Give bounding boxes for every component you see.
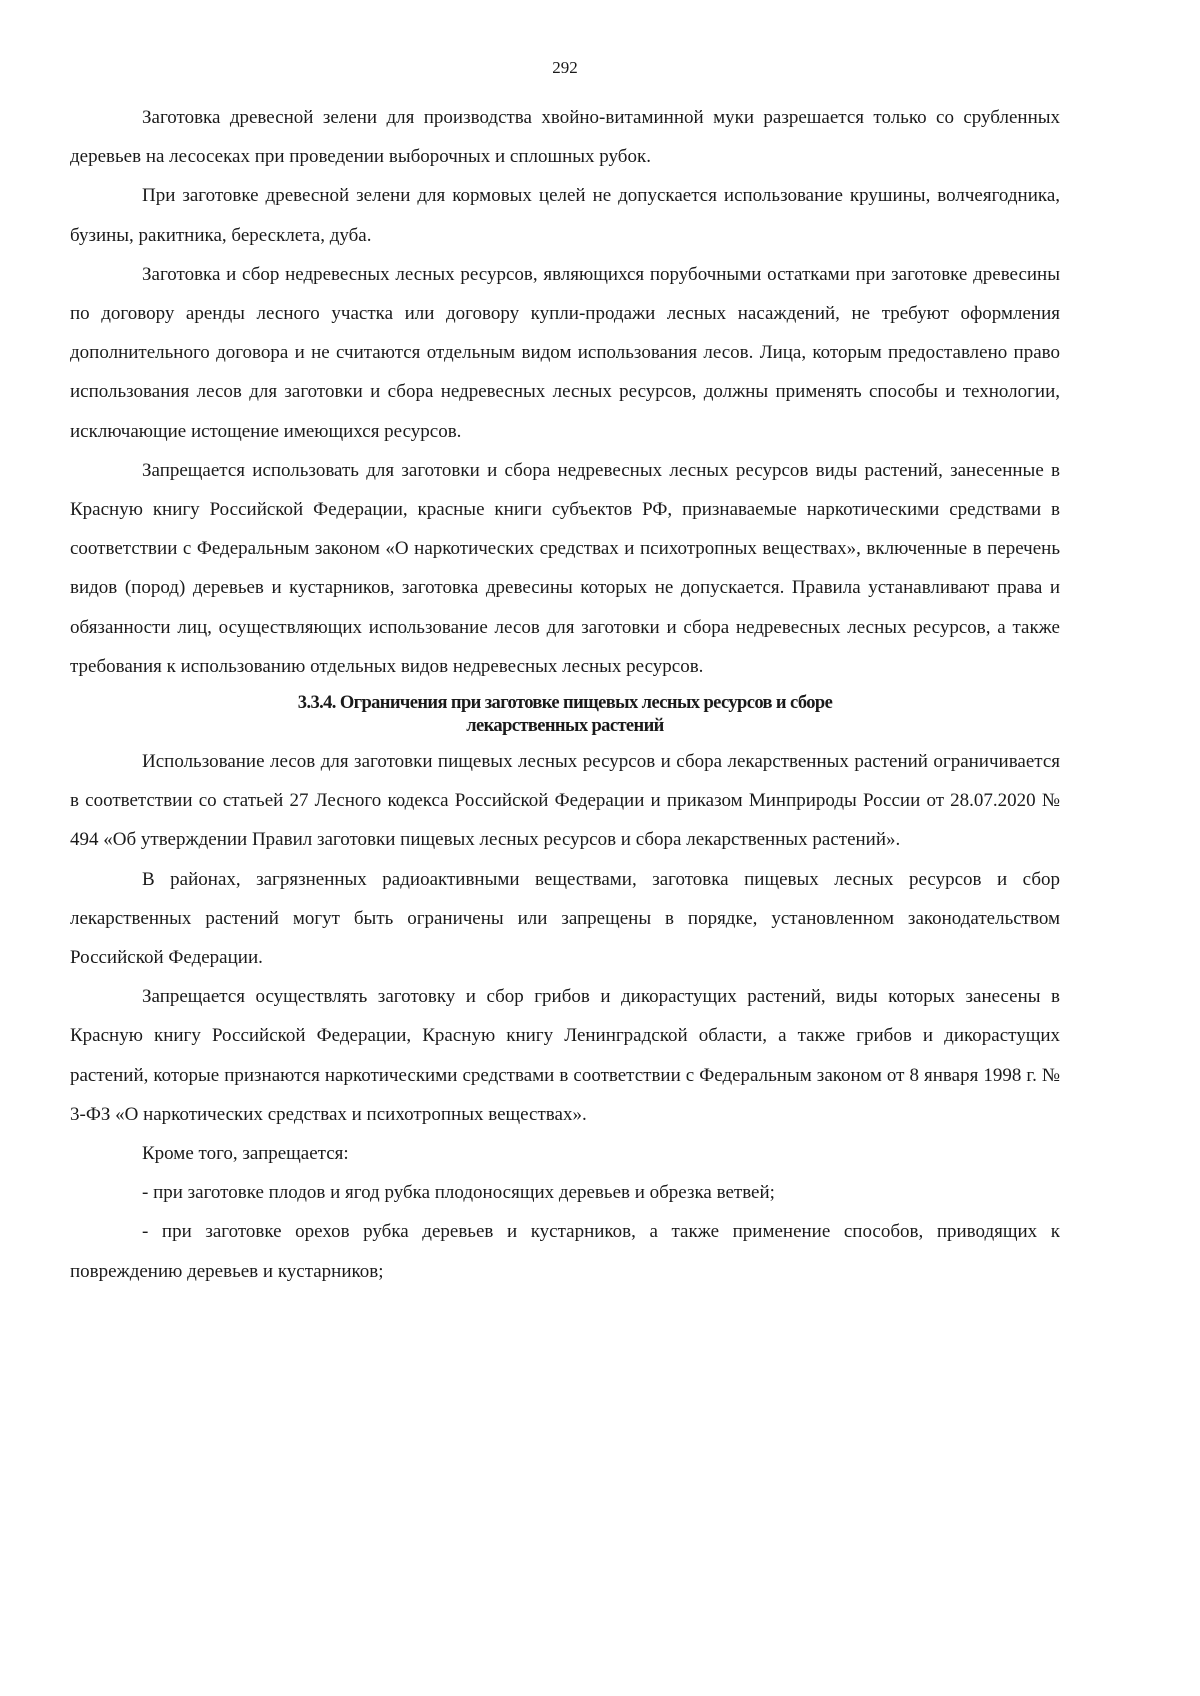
paragraph: Запрещается осуществлять заготовку и сбор грибов и дикорастущих растений, виды которых занесены в Красную книгу Российской Федерации, Красную книгу Ленинградской области, а также грибов и дикорастущих растений, которые признаются наркотическими средствами в соответствии с Федеральным законом от 8 января 1998 г. № 3-ФЗ «О наркотических средствах и психотропных веществах». <box>70 986 1060 1125</box>
list-item: - при заготовке орехов рубка деревьев и кустарников, а также применение способов, приводящих к повреждению деревьев и кустарников; <box>70 1221 1060 1282</box>
paragraph: Заготовка древесной зелени для производства хвойно-витаминной муки разрешается только со срубленных деревьев на лесосеках при проведении выборочных и сплошных рубок. <box>70 107 1060 168</box>
paragraph: Заготовка и сбор недревесных лесных ресурсов, являющихся порубочными остатками при заготовке древесины по договору аренды лесного участка или договору купли-продажи лесных насаждений, не требуют оформления дополнительного договора и не считаются отдельным видом использования лесов. Лица, которым предоставлено право использования лесов для заготовки и сбора недревесных лесных ресурсов, должны применять способы и технологии, исключающие истощение имеющихся ресурсов. <box>70 263 1060 442</box>
paragraph: При заготовке древесной зелени для кормовых целей не допускается использование крушины, волчеягодника, бузины, ракитника, бересклета, дуба. <box>70 185 1060 246</box>
page-number: 292 <box>552 58 578 77</box>
paragraph: Использование лесов для заготовки пищевых лесных ресурсов и сбора лекарственных растений ограничивается в соответствии со статьей 27 Лесного кодекса Российской Федерации и приказом Минприроды России от 28.07.2020 № 494 «Об утверждении Правил заготовки пищевых лесных ресурсов и сбора лекарственных растений». <box>70 751 1060 851</box>
list-item: - при заготовке плодов и ягод рубка плодоносящих деревьев и обрезка ветвей; <box>142 1182 775 1204</box>
section-heading <box>70 692 1060 738</box>
paragraph: В районах, загрязненных радиоактивными веществами, заготовка пищевых лесных ресурсов и сбор лекарственных растений могут быть ограничены или запрещены в порядке, установленном законодательством Российской Федерации. <box>70 868 1060 969</box>
document-body <box>70 98 1060 1291</box>
document-page <box>70 0 1060 1696</box>
section-heading-line-1: 3.3.4. Ограничения при заготовке пищевых лесных ресурсов и сборе <box>297 693 833 714</box>
paragraph: Кроме того, запрещается: <box>142 1143 349 1165</box>
section-heading-line-2: лекарственных растений <box>466 716 664 737</box>
paragraph: Запрещается использовать для заготовки и сбора недревесных лесных ресурсов виды растений, занесенные в Красную книгу Российской Федерации, красные книги субъектов РФ, признаваемые наркотическими средствами в соответствии с Федеральным законом «О наркотических средствах и психотропных веществах», включенные в перечень видов (пород) деревьев и кустарников, заготовка древесины которых не допускается. Правила устанавливают права и обязанности лиц, осуществляющих использование лесов для заготовки и сбора недревесных лесных ресурсов, а также требования к использованию отдельных видов недревесных лесных ресурсов. <box>70 459 1060 677</box>
